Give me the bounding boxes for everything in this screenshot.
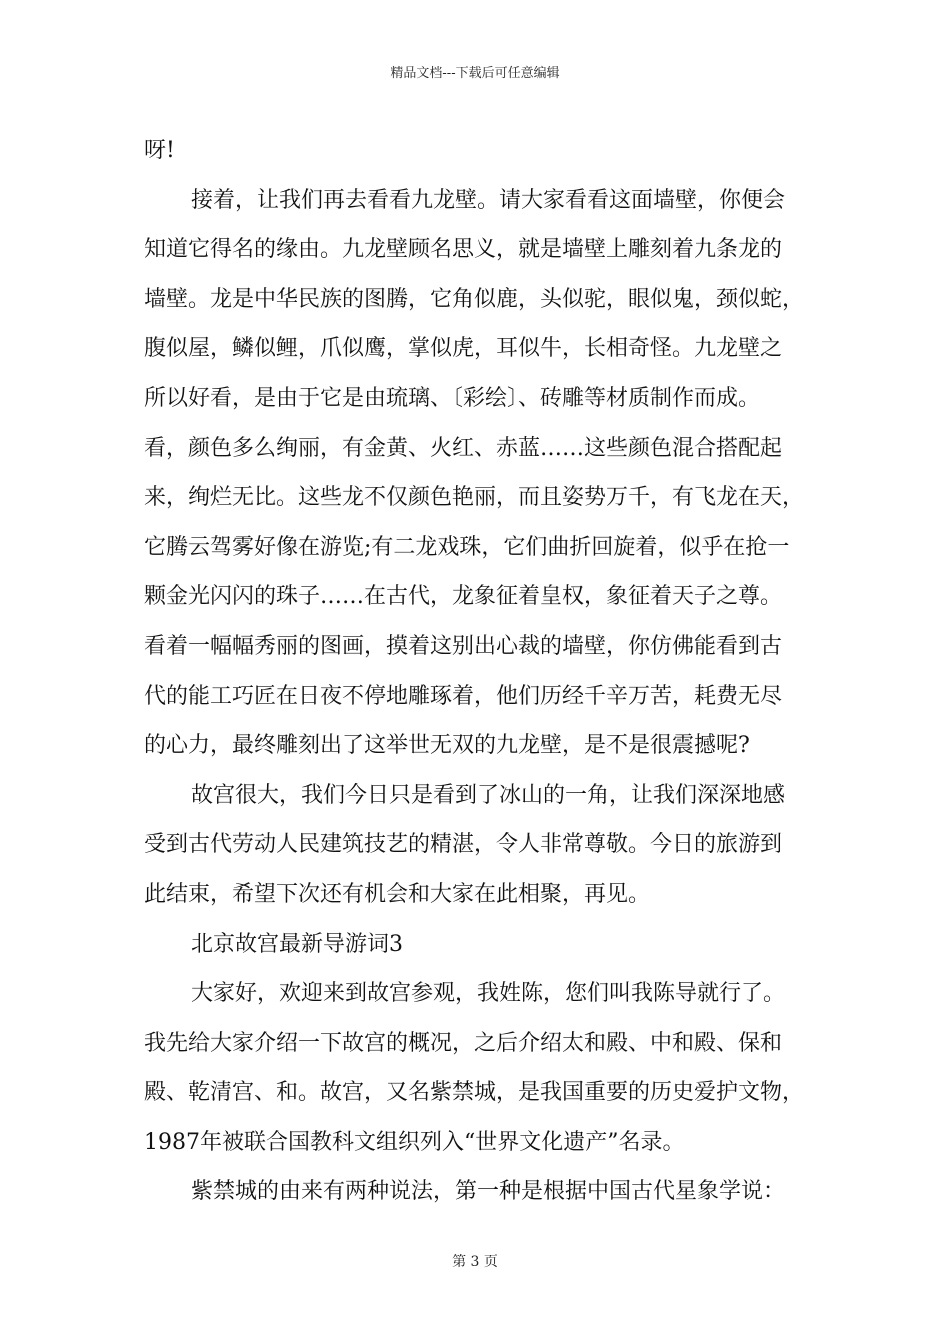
text-line: 大家好，欢迎来到故宫参观，我姓陈，您们叫我陈导就行了。	[191, 981, 786, 1007]
text-line: 此结束，希望下次还有机会和大家在此相聚，再见。	[144, 881, 651, 907]
text-line: 接着，让我们再去看看九龙壁。请大家看看这面墙壁，你便会	[191, 187, 786, 213]
text-line: 代的能工巧匠在日夜不停地雕琢着，他们历经千辛万苦，耗费无尽	[144, 683, 783, 709]
text-line: 看着一幅幅秀丽的图画，摸着这别出心裁的墙壁，你仿佛能看到古	[144, 633, 783, 659]
text-line: 1987年被联合国教科文组织列入“世界文化遗产”名录。	[144, 1129, 685, 1155]
text-line: 颗金光闪闪的珠子……在古代，龙象征着皇权，象征着天子之尊。	[144, 584, 783, 610]
section-title: 北京故宫最新导游词3	[191, 931, 403, 957]
text-line: 的心力，最终雕刻出了这举世无双的九龙壁，是不是很震撼呢?	[144, 733, 750, 759]
page-header: 精品文档---下载后可任意编辑	[390, 66, 560, 81]
page-number: 第 3 页	[452, 1254, 498, 1270]
text-line: 腹似屋，鳞似鲤，爪似鹰，掌似虎，耳似牛，长相奇怪。九龙壁之	[144, 336, 783, 362]
text-line: 墙壁。龙是中华民族的图腾，它角似鹿，头似驼，眼似鬼，颈似蛇，	[144, 286, 805, 312]
text-line: 看，颜色多么绚丽，有金黄、火红、赤蓝……这些颜色混合搭配起	[144, 435, 783, 461]
text-line: 知道它得名的缘由。九龙壁顾名思义，就是墙壁上雕刻着九条龙的	[144, 237, 783, 263]
text-line: 所以好看，是由于它是由琉璃、〔彩绘〕、砖雕等材质制作而成。	[144, 385, 761, 411]
text-line: 故宫很大，我们今日只是看到了冰山的一角，让我们深深地感	[191, 782, 786, 808]
text-line: 紫禁城的由来有两种说法，第一种是根据中国古代星象学说：	[191, 1179, 786, 1205]
text-line: 我先给大家介绍一下故宫的概况，之后介绍太和殿、中和殿、保和	[144, 1030, 783, 1056]
document-body	[144, 126, 814, 1217]
text-line: 呀!	[144, 138, 175, 163]
text-line: 来，绚烂无比。这些龙不仅颜色艳丽，而且姿势万千，有飞龙在天，	[144, 485, 805, 511]
text-line: 受到古代劳动人民建筑技艺的精湛，令人非常尊敬。今日的旅游到	[144, 832, 783, 858]
text-line: 它腾云驾雾好像在游览;有二龙戏珠，它们曲折回旋着，似乎在抢一	[144, 534, 790, 560]
text-line: 殿、乾清宫、和。故宫，又名紫禁城，是我国重要的历史爱护文物，	[144, 1080, 805, 1106]
